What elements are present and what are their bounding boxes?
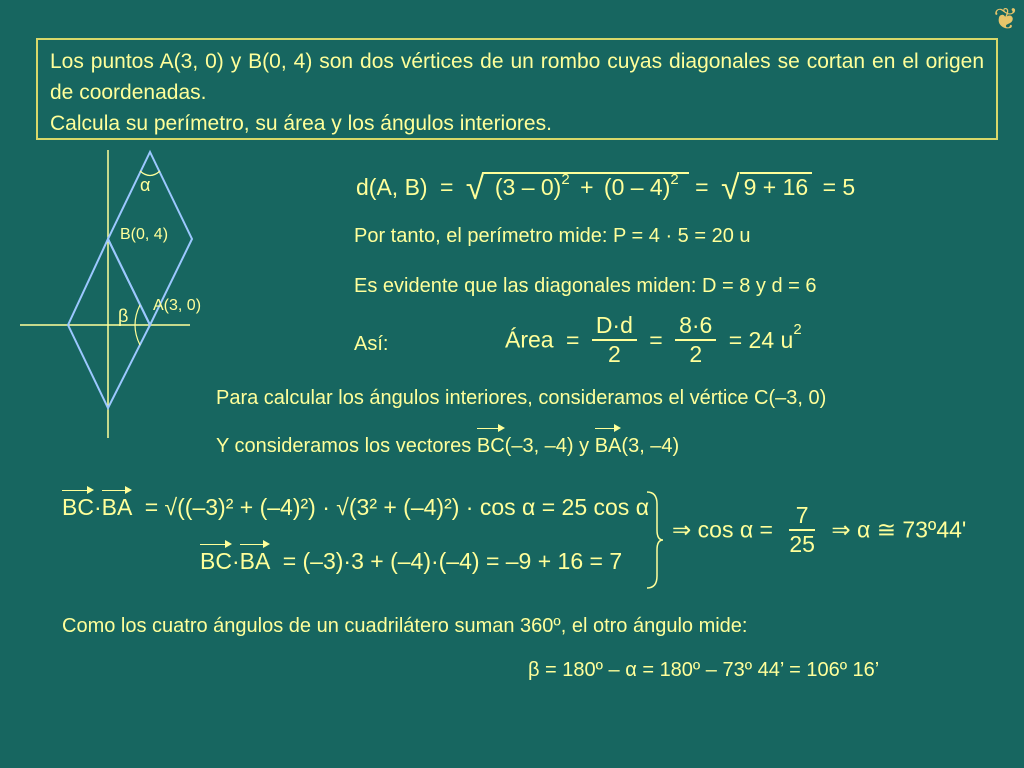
term-a: (3 – 0) — [494, 174, 562, 200]
conclusion-text: Como los cuatro ángulos de un cuadrilátero suman 360º, el otro ángulo mide: — [62, 615, 748, 637]
cos-arrow-1: ⇒ cos α = — [672, 516, 773, 543]
sqrt-sign-icon: √ — [465, 169, 485, 207]
point-b-label: B(0, 4) — [120, 226, 169, 243]
rhombus-diagram — [0, 0, 200, 300]
vec-ba-2: BA — [239, 548, 271, 574]
problem-line-1: Los puntos A(3, 0) y B(0, 4) son dos vértices de un rombo cuyas diagonales se cortan en el origen de coordenadas. — [50, 50, 984, 104]
decorative-emblem-icon: ❦ — [993, 2, 1019, 37]
vec-bc-2: BC — [200, 548, 232, 574]
dot-row-2-rhs: = (–3)·3 + (–4)·(–4) = –9 + 16 = 7 — [282, 548, 623, 574]
distance-result: = 5 — [822, 174, 856, 200]
dot-row-1-rhs: = √((–3)² + (–4)²) · √(3² + (–4)²) · cos α = 25 cos α — [144, 494, 649, 520]
cos-den: 25 — [789, 531, 815, 557]
vector-ba-coords: (3, –4) — [621, 435, 680, 457]
sqrt-sign-icon: √ — [720, 169, 740, 207]
perimeter-text: Por tanto, el perímetro mide: P = 4 · 5 = 20 u — [354, 225, 751, 247]
dot-product-row-1: BC·BA = √((–3)² + (–4)²) · √(3² + (–4)²) · cos α = 25 cos α — [62, 494, 649, 520]
area-fraction-1 — [592, 312, 637, 368]
cos-result — [672, 502, 966, 558]
rhombus-main — [68, 239, 150, 408]
equals-sign: = — [439, 174, 454, 200]
area-num-1: D·d — [592, 312, 637, 341]
vectors-prefix: Y consideramos los vectores — [216, 435, 477, 457]
cos-num: 7 — [789, 502, 815, 531]
exp-2b: 2 — [670, 171, 679, 188]
area-fraction-2 — [675, 312, 716, 368]
beta-text: β = 180º – α = 180º – 73º 44’ = 106º 16’ — [528, 659, 880, 681]
distance-formula: d(A, B) = √ (3 – 0)$^2$ + (0 – 4)$^2$ = √ 9 + 16 = 5 — [356, 169, 856, 207]
vectors-line — [216, 432, 679, 460]
area-formula: Área = $\frac{D\cdot d}{2}$ = $\frac{8\cdot 6}{2}$ = 24 $u^2$ — [505, 312, 802, 367]
vector-ba: BA — [595, 432, 622, 460]
problem-line-2: Calcula su perímetro, su área y los ángulos interiores. — [50, 112, 552, 135]
exp-2: 2 — [561, 171, 570, 188]
vector-bc: BC — [477, 432, 505, 460]
point-a-label: A(3, 0) — [153, 297, 202, 314]
beta-label: β — [118, 306, 129, 326]
cos-arrow-2: ⇒ α ≅ 73º44' — [831, 516, 967, 543]
area-intro: Así: — [354, 333, 389, 355]
area-den-1: 2 — [607, 341, 621, 367]
plus-sign: + — [580, 174, 594, 200]
area-num-2: 8·6 — [675, 312, 716, 341]
dot-product-row-2: BC·BA = (–3)·3 + (–4)·(–4) = –9 + 16 = 7 — [200, 548, 623, 574]
term-b: (0 – 4) — [603, 174, 671, 200]
right-brace-icon — [645, 490, 665, 590]
cos-fraction — [789, 502, 815, 558]
root-sum: 9 + 16 — [740, 172, 813, 200]
distance-lhs: d(A, B) — [356, 174, 428, 200]
diagonals-text: Es evidente que las diagonales miden: D = 8 y d = 6 — [354, 275, 817, 297]
vec-ba-1: BA — [101, 494, 133, 520]
vec-bc-1: BC — [62, 494, 94, 520]
area-unit-exp: 2 — [793, 320, 802, 338]
alpha-label: α — [140, 175, 151, 195]
vector-bc-coords: (–3, –4) — [504, 435, 574, 457]
area-label: Área — [505, 326, 554, 353]
angles-intro: Para calcular los ángulos interiores, consideramos el vértice C(–3, 0) — [216, 387, 827, 409]
area-result: = 24 u — [728, 326, 794, 353]
vectors-connector: y — [573, 435, 595, 457]
area-den-2: 2 — [689, 341, 703, 367]
